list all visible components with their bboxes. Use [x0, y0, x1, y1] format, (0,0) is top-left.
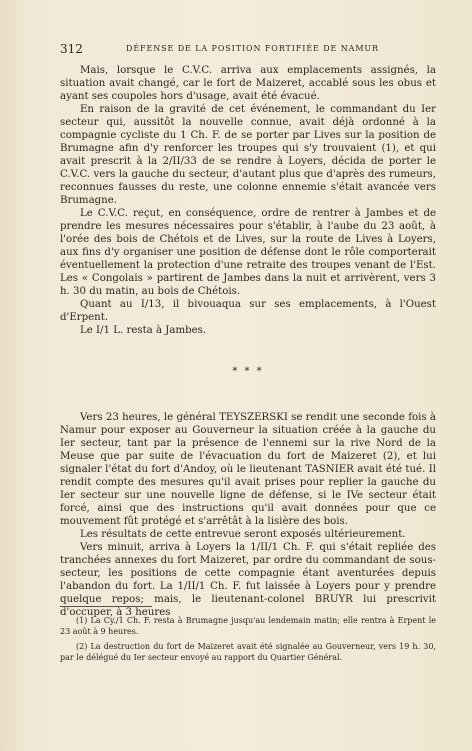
footnote-rule: [60, 606, 152, 607]
paragraph: Quant au I/13, il bivouaqua sur ses emplacements, à l'Ouest d'Erpent.: [60, 299, 436, 323]
paragraph: Les résultats de cette entrevue seront exposés ultérieurement.: [80, 529, 406, 540]
running-title: DÉFENSE DE LA POSITION FORTIFIÉE DE NAMUR: [126, 44, 379, 53]
paragraph: En raison de la gravité de cet événement, le commandant du Ier secteur qui, aussitôt la nouvelle connue, avait déjà ordonné à la compagnie cycliste du 1 Ch. F. de se porter par Lives sur la position de Brumagne afin d'y renforcer les troupes qui s'y trouvaient (1), et qui avait prescrit à la 2/II/33 de se rendre à Loyers, décida de porter le C.V.C. vers la gauche du secteur, d'autant plus que d'après des rumeurs, reconnues fausses du reste, une colonne ennemie s'était avancée vers Brumagne.: [60, 104, 436, 206]
body-text: [60, 64, 436, 619]
footnotes: [60, 615, 436, 667]
footnote: (1) La Cy./1 Ch. F. resta à Brumagne jusqu'au lendemain matin; elle rentra à Erpent le 23 août à 9 heures.: [60, 616, 436, 636]
paragraph: Le C.V.C. reçut, en conséquence, ordre de rentrer à Jambes et de prendre les mesures nécessaires pour s'établir, à l'aube du 23 août, à l'orée des bois de Chétois et de Lives, sur la route de Lives à Loyers, aux fins d'y organiser une position de défense dont le rôle comporterait éventuellement la protection d'une retraite des troupes venant de l'Est. Les « Congolais » partirent de Jambes dans la nuit et arrivèrent, vers 3 h. 30 du matin, au bois de Chétois.: [60, 208, 436, 297]
page-number: 312: [60, 42, 83, 56]
paragraph: Le I/1 L. resta à Jambes.: [80, 325, 207, 336]
paragraph: Vers 23 heures, le général TEYSZERSKI se rendit une seconde fois à Namur pour exposer au Gouverneur la situation créée à la gauche du Ier secteur, tant par la présence de l'ennemi sur la rive Nord de la Meuse que par suite de l'évacuation du fort de Maizeret (2), et lui signaler l'état du fort d'Andoy, où le lieutenant TASNIER avait été tué. Il rendit compte des mesures qu'il avait prises pour replier la gauche du Ier secteur sur une nouvelle ligne de défense, si le IVe secteur était forcé, ainsi que des instructions qu'il avait données pour que ce mouvement fût protégé et s'arrêtât à la lisière des bois.: [60, 412, 436, 527]
paragraph: Vers minuit, arriva à Loyers la 1/II/1 Ch. F. qui s'était repliée des tranchées annexes du fort Maizeret, par ordre du commandant de sous-secteur, les positions de cette compagnie étant aventurées depuis l'abandon du fort. La 1/II/1 Ch. F. fut laissée à Loyers pour y prendre quelque repos; mais, le lieutenant-colonel BRUYR lui prescrivit d'occuper, à 3 heures: [60, 542, 436, 618]
paragraph: Mais, lorsque le C.V.C. arriva aux emplacements assignés, la situation avait changé, car le fort de Maizeret, accablé sous les obus et ayant ses coupoles hors d'usage, avait été évacué.: [60, 65, 436, 102]
footnote: (2) La destruction du fort de Maizeret avait été signalée au Gouverneur, vers 19 h. 30, par le délégué du Ier secteur envoyé au rapport du Quartier Général.: [60, 642, 436, 662]
section-separator: * * *: [232, 366, 264, 377]
